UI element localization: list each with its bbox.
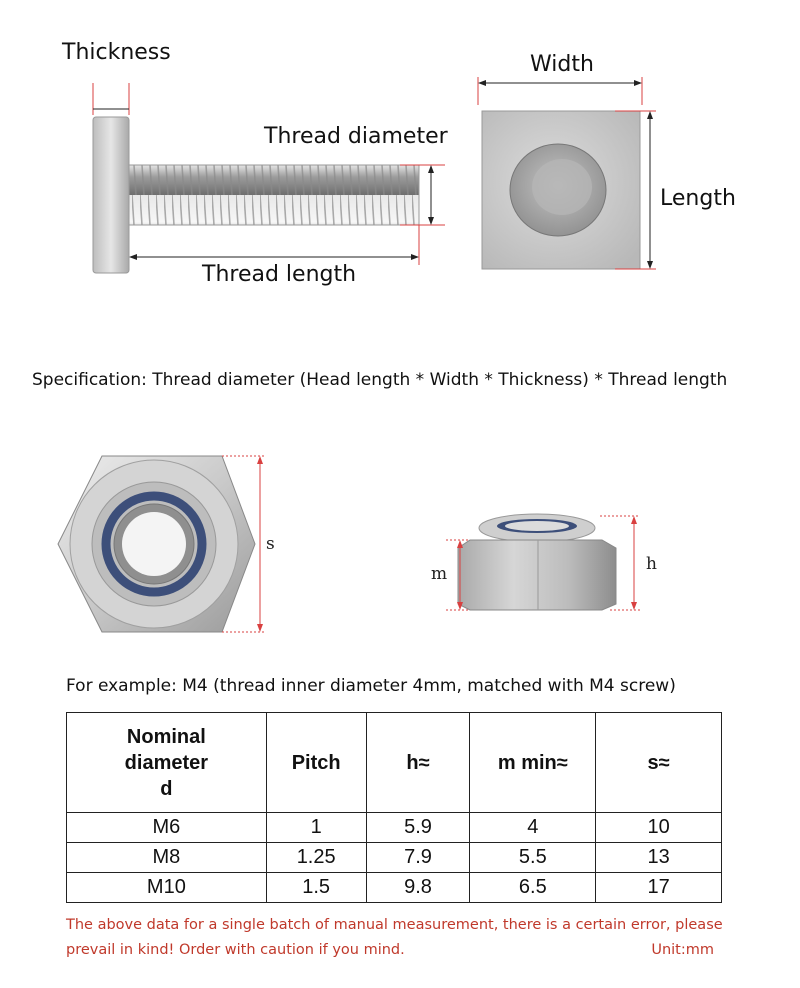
length-label: Length: [660, 186, 736, 211]
table-cell: 10: [596, 813, 722, 843]
table-cell: 13: [596, 843, 722, 873]
table-cell: 1: [266, 813, 366, 843]
thread-length-label: Thread length: [202, 262, 357, 287]
table-cell: 9.8: [366, 873, 470, 903]
table-row: [67, 873, 722, 903]
header-s: s≈: [596, 713, 722, 813]
thread-diameter-label: Thread diameter: [264, 124, 448, 149]
table-row: [67, 843, 722, 873]
table-row: [67, 813, 722, 843]
header-h: h≈: [366, 713, 470, 813]
nut-m-label: m: [431, 564, 448, 584]
nut-spec-table: [66, 712, 722, 903]
header-m-min: m min≈: [470, 713, 596, 813]
width-label: Width: [530, 52, 594, 77]
table-cell: 1.25: [266, 843, 366, 873]
t-bolt-head-illustration: [470, 75, 670, 280]
example-line: For example: M4 (thread inner diameter 4mm, matched with M4 screw): [66, 676, 676, 696]
table-cell: M6: [67, 813, 267, 843]
header-nominal-diameter: Nominal diameter d: [67, 713, 267, 813]
unit-label: Unit:mm: [651, 942, 714, 958]
table-cell: 5.9: [366, 813, 470, 843]
nut-s-label: s: [266, 534, 275, 554]
table-cell: 6.5: [470, 873, 596, 903]
note-line-1: The above data for a single batch of manual measurement, there is a certain error, please: [66, 917, 723, 933]
thickness-label: Thickness: [62, 40, 171, 65]
table-cell: M8: [67, 843, 267, 873]
table-cell: 7.9: [366, 843, 470, 873]
note-line-2: prevail in kind! Order with caution if you mind.: [66, 942, 405, 958]
hex-nut-side-illustration: [440, 508, 650, 620]
table-cell: 17: [596, 873, 722, 903]
hex-nut-front-illustration: [50, 448, 290, 640]
table-header-row: [67, 713, 722, 813]
measurement-note: [66, 913, 726, 963]
table-cell: 4: [470, 813, 596, 843]
header-pitch: Pitch: [266, 713, 366, 813]
table-cell: 1.5: [266, 873, 366, 903]
table-cell: M10: [67, 873, 267, 903]
table-cell: 5.5: [470, 843, 596, 873]
specification-line: Specification: Thread diameter (Head length * Width * Thickness) * Thread length: [32, 370, 728, 390]
nut-h-label: h: [646, 554, 657, 574]
